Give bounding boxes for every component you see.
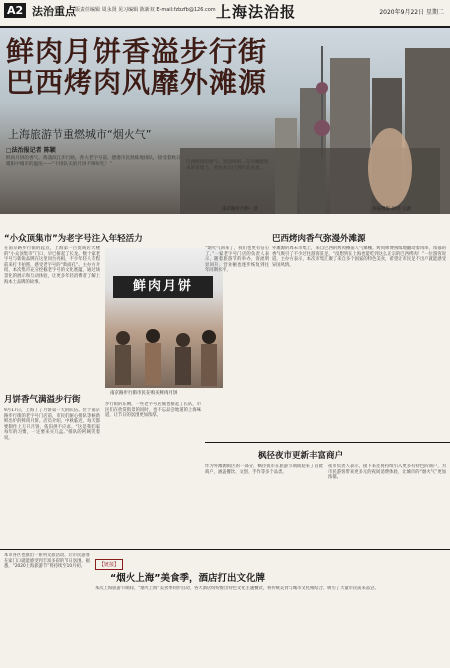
lower-title: 枫径夜市更新丰富商户	[258, 451, 344, 461]
lead-block	[6, 145, 182, 168]
col1-title: “小众顶集市”为老字号注入年轻活力	[4, 234, 143, 244]
sidebar-tag: 【链接】	[95, 559, 123, 570]
shop-sign: 鲜肉月饼	[113, 276, 213, 298]
sidebar-body: 本次上海旅游节期间，“烟火上海”美食季同步启动，各大酒店纷纷推出特色文化主题餐饮，将传统美食与城市文化相结合，吸引了大量市民前来品尝。	[95, 586, 379, 591]
sidebar-block	[95, 551, 450, 567]
photo2-caption: 南京路步行街市民在购买鲜肉月饼	[110, 391, 178, 396]
lower-divider	[205, 442, 450, 443]
col3-body-right: 外滩源的周末市集上，来自巴西的烤肉摊前人气爆棚。烤肉师傅熟练地翻动着肉串，浓郁的香气吸引了不少过往游客驻足。“没想到在上海也能吃到这么正宗的巴西烤肉！”一位游客说道。主办方表示，本次市集汇聚了来自多个国家的特色美食，希望让市民足不出户就能感受异国风情。	[272, 246, 446, 268]
issue-date: 2020年9月22日 星期二	[379, 9, 444, 16]
lower-body-left: 作为外滩源街区的一部分，枫径夜市在旅游节期间迎来了首批商户，涵盖餐饮、文创、手作等多个品类。	[205, 464, 323, 475]
headline-line-2: 巴西烤肉风靡外滩源	[6, 66, 268, 99]
masthead: 上海法治报	[216, 3, 297, 21]
editor-meta: 二版责任编辑 周永贤 见习编辑 陈新双 E-mail:fzbzfb@126.com	[70, 7, 216, 13]
page-header	[0, 0, 450, 28]
col1-body: 在南京路步行街的起点，上海第一百货商店大楼的“小众顶集市”门口，早已排起了长龙。数十家老字号与新锐品牌在这里同台亮相，不少年轻人专程前来打卡拍照，感受老字号的“新面孔”。主办方介绍，本次集市充分挖掘老字号的文化底蕴，通过场景化的展示和互动体验，让更多年轻消费者了解上海本土品牌的故事。	[4, 246, 100, 285]
col1-body-2: 9月17日，上海丁了月饼第一天的队伍。位于南京路步行街的老字号门店前，市民们耐心排队等候新鲜出炉的鲜肉月饼。店员介绍，中秋临近，每天都要制作上万只月饼，依旧供不应求。“这是我们家每年的习惯，一定要来买几盒。”排队的阿姨笑着说。	[4, 408, 100, 441]
section-title: 法治重点	[32, 5, 76, 18]
main-headline	[6, 36, 267, 98]
bottom-left-body: 本市各区也推出一系列文旅活动，让市民游客在家门口就能感受到丰富多彩的节日氛围。据悉，“2020上海旅游节”将持续至10月初。	[4, 553, 90, 570]
subheadline: 上海旅游节重燃城市“烟火气”	[8, 128, 152, 141]
col3-title: 巴西烤肉香气弥漫外滩源	[272, 234, 366, 244]
page-number: A2	[4, 3, 26, 18]
hero-caption-right: 本报摄影 胡奇 王潇	[372, 207, 411, 212]
col1-subtitle: 月饼香气满溢步行街	[4, 395, 81, 405]
headline-line-1: 鲜肉月饼香溢步行街	[6, 35, 268, 68]
reporter-byline: □法治报记者 陈颖	[6, 147, 56, 154]
lead-paragraph-2: 巴西烤肉的香气、异国风情...在外滩源周末的市集上，原先来自巴西的美食也...	[186, 160, 269, 171]
bottom-divider	[0, 549, 450, 550]
sidebar-title: “烟火上海”美食季，酒店打出文化牌	[110, 573, 265, 584]
col3-body: “烟火气回来了，我们也更有信心了。”一家老字号门店的负责人表示，随着旅游节的举办，客流明显回升，营业额也逐步恢复到往年同期水平。	[205, 246, 269, 274]
lead-paragraph: 鲜肉月饼的香气、黄浦滨江步行路，各大老字号前，德港市民熟练地排队，接受着秋日暖阳中城市的温度——“不排队买的月饼不够好吃！”	[6, 156, 181, 167]
lower-body-right: 夜市负责人表示，接下来还将持续引入更多有特色的商户，为市民游客带来更多元的夜间消费体验，让城市的“烟火气”更加浓郁。	[328, 464, 446, 481]
hero-caption-left: 南京路步行街一景	[222, 207, 258, 212]
col2-body: 步行街的东侧，一些老字号店铺也排起了长队，市民们在欣赏街景的同时，也不忘品尝地道的上海味道，让节日的氛围更加浓厚。	[105, 402, 201, 419]
